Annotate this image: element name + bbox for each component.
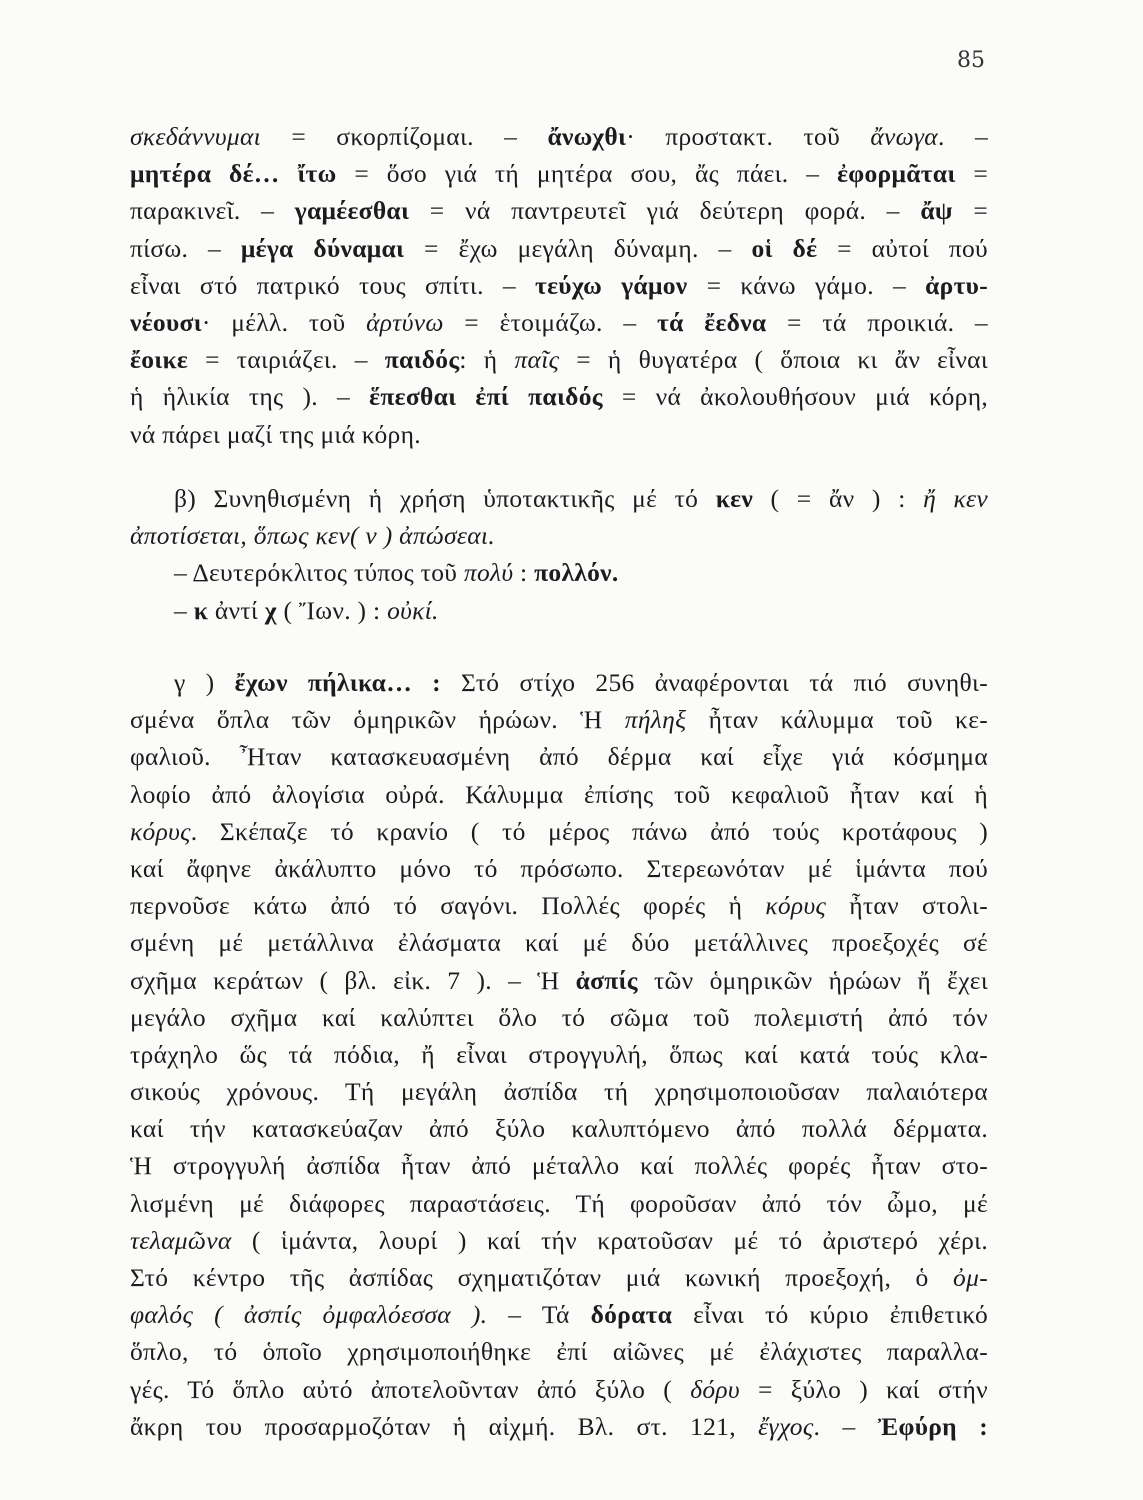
italic-term: πολύ (463, 558, 514, 588)
glossary-paragraph (130, 118, 988, 453)
bold-term: ἀσπίς (575, 965, 638, 995)
bold-term: ἄψ (920, 196, 953, 226)
text-run: ἦταν κάλυμμα τοῦ κε- (686, 705, 988, 735)
text-run: = νά παντρευτεῖ γιά δεύτερη φορά. – (409, 196, 921, 226)
bold-term: οἱ δέ (751, 233, 818, 263)
italic-term: πήληξ (624, 705, 687, 735)
text-line (130, 554, 988, 591)
text-line (130, 592, 988, 629)
italic-term: κόρυς (130, 816, 191, 846)
text-line (130, 999, 988, 1036)
text-run: . – (937, 122, 988, 151)
weapons-commentary-paragraph (130, 664, 988, 1445)
italic-term: κόρυς (765, 891, 827, 921)
bold-term: πολλόν. (534, 558, 619, 588)
text-run: ( = ἄν ) : (753, 484, 924, 513)
text-run: πίσω. – (130, 233, 241, 263)
text-run: = κάνω γάμο. – (687, 270, 926, 300)
bold-term: μητέρα δέ… ἴτω (130, 159, 337, 189)
text-run: . – (813, 1411, 878, 1441)
text-run: ( ἱμάντα, λουρί ) καί τήν κρατοῦσαν μέ τό ἀριστερό χέρι. (231, 1225, 988, 1255)
bold-term: ἄνωχθι (547, 122, 627, 151)
text-run: περνοῦσε κάτω ἀπό τό σαγόνι. Πολλές φορές ἡ (130, 891, 766, 921)
bold-term: ἀρτυ- (925, 270, 988, 300)
bold-term: κεν (715, 484, 754, 513)
text-line (130, 924, 988, 961)
text-line (130, 480, 988, 517)
italic-term: ἀρτύνω (366, 307, 444, 337)
bold-term: τά ἔεδνα (657, 307, 767, 337)
text-run: · προστακτ. τοῦ (626, 122, 871, 151)
text-run: = ἔχω μεγάλη δύναμη. – (404, 233, 752, 263)
text-run: λοφίο ἀπό ἀλογίσια οὐρά. Κάλυμμα ἐπίσης τοῦ κεφαλιοῦ ἦταν καί ἡ (130, 779, 988, 809)
text-run: σμένη μέ μετάλλινα ἐλάσματα καί μέ δύο μετάλλινες προεξοχές σέ (130, 928, 988, 958)
text-line (130, 1185, 988, 1222)
text-line (130, 517, 988, 554)
italic-term: ἤ κεν (923, 484, 988, 513)
bold-term: μέγα δύναμαι (240, 233, 405, 263)
text-run: = (955, 159, 988, 189)
text-line (130, 850, 988, 887)
italic-term: ἄνωγα (870, 122, 938, 151)
text-line (130, 701, 988, 738)
text-line (130, 1333, 988, 1370)
text-line (130, 1296, 988, 1333)
text-line (130, 1073, 988, 1110)
text-run: – Δευτερόκλιτος τύπος τοῦ (174, 558, 464, 588)
bold-term: γαμέεσθαι (294, 196, 410, 226)
text-run: γές. Τό ὅπλο αὐτό ἀποτελοῦνταν ἀπό ξύλο ( (130, 1374, 691, 1404)
text-run: = (952, 196, 988, 226)
bold-term: παιδός (384, 345, 460, 375)
text-run: σχῆμα κεράτων ( βλ. εἰκ. 7 ). – Ἡ (130, 965, 576, 995)
text-run: καί τήν κατασκεύαζαν ἀπό ξύλο καλυπτόμενο ἀπό πολλά δέρματα. (130, 1114, 988, 1144)
text-run: = σκορπίζομαι. – (261, 122, 548, 151)
italic-term: δόρυ (690, 1374, 740, 1404)
text-run: = ταιριάζει. – (188, 345, 385, 375)
text-run: σικούς χρόνους. Τή μεγάλη ἀσπίδα τή χρησιμοποιοῦσαν παλαιότερα (130, 1077, 988, 1107)
text-line (130, 192, 988, 229)
grammar-notes-paragraph (130, 480, 988, 629)
text-run: Ἡ στρογγυλή ἀσπίδα ἦταν ἀπό μέταλλο καί πολλές φορές ἦταν στο- (130, 1151, 988, 1181)
text-run: φαλιοῦ. Ἦταν κατασκευασμένη ἀπό δέρμα καί εἶχε γιά κόσμημα (130, 742, 988, 772)
text-line (130, 887, 988, 924)
text-run: τῶν ὁμηρικῶν ἡρώων ἤ ἔχει (637, 965, 988, 995)
bold-term: ἕπεσθαι ἐπί παιδός (369, 382, 603, 412)
text-line (130, 1036, 988, 1073)
italic-term: σκεδάννυμαι (130, 122, 262, 151)
text-line (130, 962, 988, 999)
text-run: = ξύλο ) καί στήν (739, 1374, 988, 1404)
text-line (130, 738, 988, 775)
text-run: μεγάλο σχῆμα καί καλύπτει ὅλο τό σῶμα τοῦ πολεμιστή ἀπό τόν (130, 1002, 988, 1032)
text-line (130, 664, 988, 701)
text-run: · μέλλ. τοῦ (201, 307, 367, 337)
text-run: ἀντί (208, 595, 265, 625)
text-run: = νά ἀκολουθήσουν μιά κόρη, (602, 382, 988, 412)
bold-term: Ἐφύρη : (877, 1411, 988, 1441)
text-line (130, 416, 988, 453)
text-run: ἦταν στολι- (826, 891, 988, 921)
italic-term: ἀποτίσεται, ὅπως κεν( ν ) ἀπώσεαι. (130, 521, 495, 551)
italic-term: ὀμ- (953, 1263, 988, 1292)
text-run: σμένα ὅπλα τῶν ὁμηρικῶν ἡρώων. Ἡ (130, 705, 625, 735)
text-line (130, 1110, 988, 1147)
text-run: Στό στίχο 256 ἀναφέρονται τά πιό συνηθι- (440, 668, 988, 697)
text-line (130, 776, 988, 813)
text-run: = ἑτοιμάζω. – (443, 307, 658, 337)
italic-term: φαλός ( ἀσπίς ὀμφαλόεσσα ). (130, 1300, 488, 1330)
italic-term: τελαμῶνα (130, 1225, 232, 1255)
text-line (130, 813, 988, 850)
text-run: . Σκέπαζε τό κρανίο ( τό μέρος πάνω ἀπό τούς κροτάφους ) (190, 816, 988, 846)
text-run: εἶναι στό πατρικό τους σπίτι. – (130, 270, 536, 300)
text-line (130, 1408, 988, 1445)
text-line (130, 1259, 988, 1296)
text-line (130, 1371, 988, 1408)
text-run: : (513, 558, 535, 588)
text-run: εἶναι τό κύριο ἐπιθετικό (672, 1300, 988, 1330)
text-run: γ ) (174, 668, 235, 697)
text-run: ἄκρη του προσαρμοζόταν ἡ αἰχμή. Βλ. στ. 121, (130, 1411, 759, 1441)
text-run: παρακινεῖ. – (130, 196, 295, 226)
text-run: : ἡ (459, 345, 515, 375)
bold-term: ἔχων πήλικα… : (234, 668, 441, 697)
text-run: λισμένη μέ διάφορες παραστάσεις. Τή φοροῦσαν ἀπό τόν ὦμο, μέ (130, 1188, 988, 1218)
italic-term: οὐκί. (387, 595, 439, 625)
text-line (130, 155, 988, 192)
text-line (130, 230, 988, 267)
text-run: β) Συνηθισμένη ἡ χρήση ὑποτακτικῆς μέ τό (174, 484, 716, 513)
bold-term: νέουσι (130, 307, 202, 337)
italic-term: ἔγχος (758, 1411, 814, 1441)
text-run: ἡ ἡλικία της ). – (130, 382, 370, 412)
text-line (130, 267, 988, 304)
italic-term: παῖς (514, 345, 560, 375)
text-run: ὅπλο, τό ὁποῖο χρησιμοποιήθηκε ἐπί αἰῶνες μέ ἐλάχιστες παραλλα- (130, 1337, 988, 1367)
page-number: 85 (957, 48, 985, 73)
text-line (130, 1222, 988, 1259)
bold-term: ἔοικε (130, 345, 189, 375)
bold-term: τεύχω γάμον (535, 270, 688, 300)
text-run: ( Ἴων. ) : (276, 595, 388, 625)
text-line (130, 118, 988, 155)
bold-term: ἐφορμᾶται (837, 159, 956, 189)
text-run: = αὐτοί πού (817, 233, 988, 263)
text-run: Στό κέντρο τῆς ἀσπίδας σχηματιζόταν μιά κωνική προεξοχή, ὁ (130, 1263, 954, 1292)
text-line (130, 341, 988, 378)
text-run: = τά προικιά. – (766, 307, 988, 337)
text-line (130, 1147, 988, 1184)
bold-term: χ (264, 595, 277, 625)
text-run: = ἡ θυγατέρα ( ὅποια κι ἄν εἶναι (559, 345, 988, 375)
text-run: = ὅσο γιά τή μητέρα σου, ἄς πάει. – (336, 159, 838, 189)
text-run: νά πάρει μαζί της μιά κόρη. (130, 419, 421, 449)
text-run: τράχηλο ὥς τά πόδια, ἤ εἶναι στρογγυλή, ὅπως καί κατά τούς κλα- (130, 1039, 988, 1069)
bold-term: δόρατα (590, 1300, 673, 1330)
text-line (130, 378, 988, 415)
text-line (130, 304, 988, 341)
bold-term: κ (193, 595, 209, 625)
text-run: – (174, 595, 194, 625)
text-run: καί ἄφηνε ἀκάλυπτο μόνο τό πρόσωπο. Στερεωνόταν μέ ἱμάντα πού (130, 853, 988, 883)
text-run: – Τά (487, 1300, 591, 1330)
